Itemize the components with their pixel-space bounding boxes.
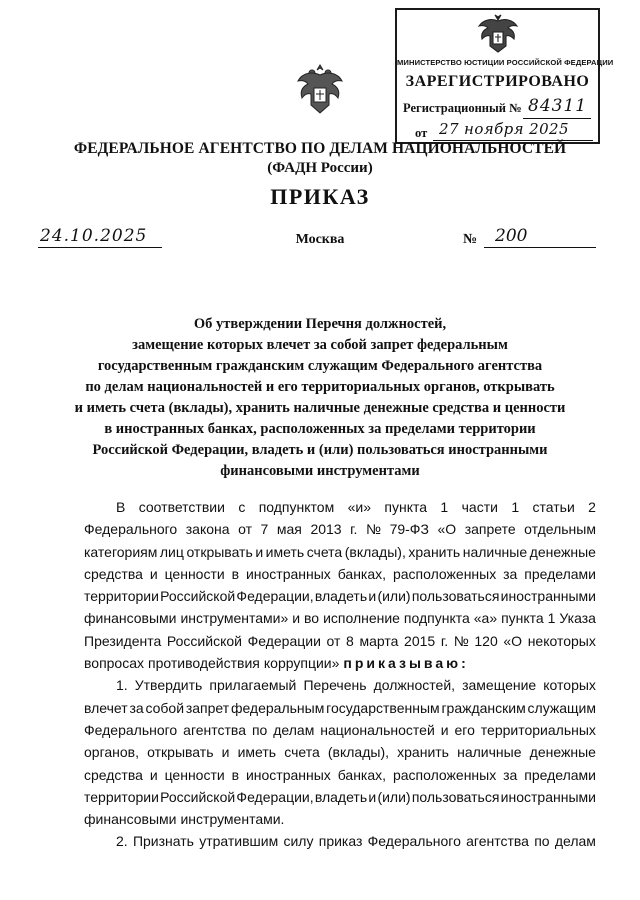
document-body (84, 496, 596, 853)
body-word: ценности (164, 565, 225, 582)
body-word: с (238, 499, 246, 515)
body-word: 1 (511, 499, 520, 515)
body-word: приказ (318, 833, 363, 850)
body-word: пользоваться (411, 588, 500, 605)
body-word: и (368, 588, 377, 605)
body-word: запрет (185, 699, 230, 716)
body-line (84, 697, 596, 719)
body-word: подпункта (403, 610, 470, 627)
body-word: счета (306, 543, 343, 560)
body-word: Федерации, (236, 588, 314, 605)
body-word: «О (503, 632, 523, 649)
agency-name: ФЕДЕРАЛЬНОЕ АГЕНТСТВО ПО ДЕЛАМ НАЦИОНАЛЬНОСТЕЙ (73, 140, 567, 157)
body-word: утратившим (199, 833, 279, 850)
body-word: делам (554, 833, 596, 850)
body-word: и (255, 543, 264, 560)
title-line: и иметь счета (вклады), хранить наличные денежные средства и ценности (74, 400, 566, 416)
body-line (84, 808, 596, 830)
body-word: «и» (347, 499, 371, 515)
body-word: органов, (84, 744, 140, 761)
body-word: Указа (559, 610, 596, 627)
body-line (84, 607, 596, 629)
body-word: ценности (164, 766, 225, 783)
body-word: денежные (529, 543, 596, 560)
agency-abbreviation: (ФАДН России) (267, 160, 373, 176)
body-word: должностей, (373, 677, 456, 694)
body-word: собой (145, 699, 185, 716)
body-word: во (304, 610, 320, 627)
body-line (84, 630, 596, 652)
body-word: Федерального (84, 721, 178, 738)
body-word: (или) (377, 588, 411, 605)
body-line (84, 585, 596, 607)
body-word: по (534, 833, 550, 850)
city: Москва (295, 232, 345, 247)
body-word: пользоваться (411, 788, 500, 805)
body-word: противодействия (148, 655, 260, 672)
document-type: ПРИКАЗ (270, 184, 370, 209)
body-word: и (292, 610, 301, 627)
body-word: за (503, 766, 518, 783)
body-line (84, 518, 596, 540)
body-word: банках, (337, 565, 387, 582)
body-word: средства (84, 565, 143, 582)
body-word: Утвердить (134, 677, 203, 694)
body-word: пределами (524, 565, 596, 582)
body-word: № (453, 632, 469, 649)
body-word: хранить (397, 744, 449, 761)
body-word: Российской (166, 632, 242, 649)
order-keyword: приказываю: (343, 655, 469, 672)
body-word: от (326, 632, 341, 649)
document-title (60, 314, 580, 482)
body-word: гражданским (441, 699, 526, 716)
stamp-reg-underline (523, 118, 591, 119)
title-line: финансовыми инструментами (220, 463, 420, 479)
body-word: территории (84, 788, 159, 805)
body-word: пункта (384, 499, 428, 515)
body-word: Перечень (303, 677, 367, 694)
body-word: делам (273, 721, 315, 738)
body-word: федеральным (230, 699, 325, 716)
body-word: Федерации, (236, 788, 314, 805)
body-line (84, 764, 596, 786)
body-word: Российской (160, 588, 236, 605)
body-word: пределами (524, 766, 596, 783)
body-word: силу (283, 833, 314, 850)
title-line: замещение которых влечет за собой запрет федеральным (132, 337, 508, 353)
body-line (84, 674, 596, 696)
body-word: 7 (260, 521, 269, 538)
registration-stamp (395, 8, 614, 144)
body-word: статьи (532, 499, 575, 515)
body-word: агентства (183, 721, 246, 738)
body-word: лиц (159, 543, 184, 560)
body-word: «а» (473, 610, 498, 627)
stamp-reg-label: Регистрационный № (403, 101, 522, 115)
body-word: Признать (132, 833, 194, 850)
title-line: в иностранных банках, расположенных за пределами территории (104, 421, 536, 437)
body-word: исполнение (323, 610, 400, 627)
body-word: расположенных (392, 766, 497, 783)
body-word: в (231, 766, 240, 783)
body-word: (или) (377, 788, 411, 805)
stamp-status: ЗАРЕГИСТРИРОВАНО (405, 73, 590, 90)
body-word: Федерального (367, 833, 461, 850)
body-word: отдельным (524, 521, 596, 538)
body-word: № (365, 521, 382, 538)
body-word: иметь (265, 543, 305, 560)
body-word: некоторых (527, 632, 596, 649)
body-word: государственным (326, 699, 440, 716)
body-word: по (251, 721, 268, 738)
body-word: 8 (346, 632, 354, 649)
body-word: Российской (160, 788, 236, 805)
body-word: Президента (84, 632, 162, 649)
body-word: влечет (84, 699, 128, 716)
body-word: 1 (440, 499, 449, 515)
title-line: Российской Федерации, владеть и (или) пользоваться иностранными (92, 442, 548, 458)
body-word: агентства (466, 833, 529, 850)
body-word: финансовыми (84, 610, 177, 627)
body-word: части (461, 499, 498, 515)
body-word: открывать (147, 744, 214, 761)
body-word: банках, (337, 766, 387, 783)
body-line (84, 719, 596, 741)
stamp-reg-number: 84311 (528, 96, 588, 116)
body-word: коррупции» (263, 655, 340, 672)
body-word: 2 (588, 499, 596, 515)
title-line: по делам национальностей и его территориальных органов, открывать (85, 379, 555, 395)
body-word: счета (284, 744, 320, 761)
body-word: территории (84, 588, 159, 605)
body-word: хранить (408, 543, 461, 560)
body-word: «О (437, 521, 457, 538)
body-word: которых (543, 677, 596, 694)
body-word: категориям (84, 543, 158, 560)
body-word: и (149, 565, 158, 582)
body-word: и (368, 788, 377, 805)
body-word: денежные (529, 744, 596, 761)
body-word: Федерального (84, 521, 178, 538)
body-word: замещение (462, 677, 537, 694)
body-word: 2015 (404, 632, 436, 649)
body-word: национальностей (320, 721, 435, 738)
body-word: расположенных (392, 565, 497, 582)
number-label: № (463, 232, 478, 247)
body-word: за (129, 699, 144, 716)
title-line: Об утверждении Перечня должностей, (193, 316, 447, 332)
body-line (84, 563, 596, 585)
body-word: 79-ФЗ (389, 521, 429, 538)
body-word: и (149, 766, 158, 783)
body-word: соответствии (138, 499, 225, 515)
stamp-ministry-name: МИНИСТЕРСТВО ЮСТИЦИИ РОССИЙСКОЙ ФЕДЕРАЦИИ (397, 58, 614, 67)
body-word: инструментами» (180, 610, 289, 627)
stamp-date-value: 27 ноября 2025 (439, 120, 569, 138)
body-line (84, 786, 596, 808)
body-word: 2. (116, 833, 128, 850)
body-word: иметь (237, 744, 277, 761)
body-word: прилагаемый (209, 677, 297, 694)
body-word: 120 (474, 632, 498, 649)
body-word: В (116, 499, 126, 515)
body-word: иностранными (500, 788, 596, 805)
body-word: вопросах (84, 655, 145, 672)
body-word: запрете (464, 521, 516, 538)
title-line: государственным гражданским служащим Федерального агентства (97, 358, 543, 374)
body-word: марта (359, 632, 399, 649)
body-word: финансовыми (84, 811, 177, 828)
stamp-date-label: от (415, 126, 428, 140)
body-line (84, 652, 596, 674)
body-word: наличные (462, 543, 528, 560)
body-word: инструментами. (180, 811, 285, 828)
body-line (84, 830, 596, 852)
body-word: и (221, 744, 230, 761)
body-word: за (503, 565, 518, 582)
body-word: и (440, 721, 449, 738)
number-underline (484, 247, 596, 248)
body-word: его (454, 721, 475, 738)
body-word: владеть (314, 788, 368, 805)
body-word: иностранных (245, 565, 331, 582)
body-word: Федерации (247, 632, 321, 649)
body-word: 1. (116, 677, 128, 694)
order-date: 24.10.2025 (40, 226, 148, 246)
body-word: подпунктом (258, 499, 335, 515)
order-number: 200 (495, 226, 528, 246)
body-word: (вклады), (344, 543, 406, 560)
body-word: г. (440, 632, 449, 649)
body-word: г. (350, 521, 358, 538)
body-word: наличные (457, 744, 522, 761)
body-word: иностранных (245, 766, 331, 783)
body-word: в (231, 565, 240, 582)
coat-of-arms-icon (296, 63, 344, 117)
body-word: иностранными (500, 588, 596, 605)
body-word: закона (185, 521, 230, 538)
body-word: от (238, 521, 252, 538)
body-word: открывать (186, 543, 253, 560)
body-word: средства (84, 766, 143, 783)
body-word: владеть (314, 588, 368, 605)
body-word: 1 (547, 610, 556, 627)
body-line (84, 496, 596, 518)
body-line (84, 741, 596, 763)
body-word: 2013 (310, 521, 342, 538)
body-word: мая (276, 521, 302, 538)
body-word: пункта (501, 610, 544, 627)
body-word: служащим (527, 699, 596, 716)
body-word: (вклады), (327, 744, 389, 761)
body-word: территориальных (480, 721, 596, 738)
body-line (84, 541, 596, 563)
double-headed-eagle-icon (475, 12, 521, 56)
